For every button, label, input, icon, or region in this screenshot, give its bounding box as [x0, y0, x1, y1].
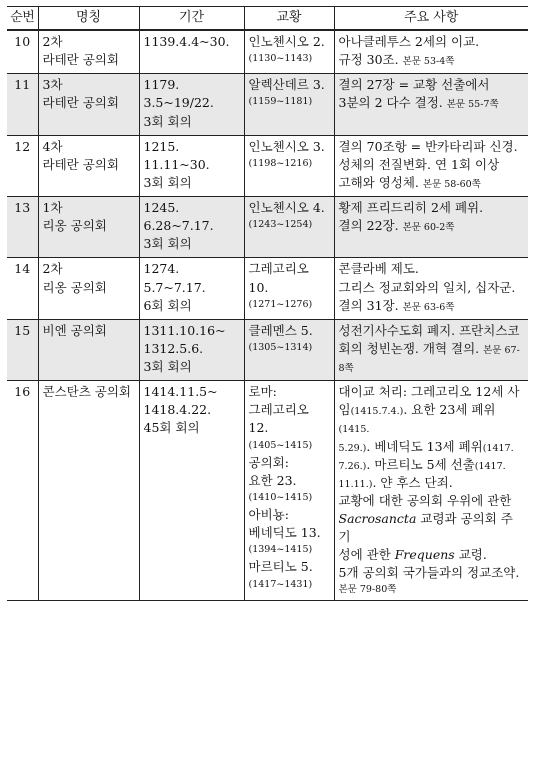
period-line: 45회 회의: [143, 420, 200, 436]
council-name: [38, 74, 139, 135]
item-line: 그리스 정교회와의 일치, 십자군.: [338, 279, 516, 295]
council-main-items: [334, 381, 528, 601]
pope-years: (1305~1314): [248, 341, 313, 353]
pope-name: 알렉산데르 3.: [248, 77, 325, 93]
item-date: 7.26.): [338, 460, 367, 472]
period-line: 1312.5.6.: [143, 340, 204, 356]
item-line: 결의 70조항 = 반카타리파 신경.: [338, 138, 518, 154]
table-row: [7, 30, 528, 74]
council-name: [38, 258, 139, 319]
header-number: 순번: [7, 7, 38, 31]
table-row: [7, 74, 528, 135]
item-line: 콘클라베 제도.: [338, 261, 419, 277]
item-line: [339, 217, 525, 235]
table-row: [7, 135, 528, 196]
item-date: 5.29.): [338, 442, 367, 454]
council-period: [139, 319, 244, 380]
council-pope: [244, 319, 334, 380]
row-number: 12: [7, 135, 38, 196]
header-period: 기간: [139, 7, 244, 31]
pope-martin-name: 마르티노 5.: [248, 559, 313, 575]
item-line: 결의 27장 = 교황 선출에서: [338, 77, 490, 93]
item-line: [339, 438, 525, 456]
council-main-items: [334, 135, 528, 196]
name-line: 2차: [42, 34, 63, 49]
item-date: (1415.: [338, 424, 370, 436]
period-line: 1418.4.22.: [143, 402, 212, 418]
item-text: 성에 관한: [338, 547, 395, 563]
page-reference: 본문 79-80쪽: [338, 583, 397, 595]
item-text: . 베네딕도 13세 폐위: [366, 438, 483, 454]
name-line: 라테란 공의회: [42, 52, 119, 68]
header-pope: 교황: [244, 7, 334, 31]
row-number: 10: [7, 30, 38, 74]
council-name: [38, 319, 139, 380]
table-row: [7, 197, 528, 258]
item-date: 11.11.): [338, 478, 373, 490]
header-main-items: 주요 사항: [334, 7, 528, 31]
council-main-items: [334, 197, 528, 258]
header-row: [7, 7, 528, 31]
pope-pisa-years: (1410~1415): [248, 491, 313, 503]
item-line: 대이교 처리: 그레고리오 12세 사: [338, 384, 520, 400]
table-row: [7, 258, 528, 319]
council-pope: [244, 135, 334, 196]
council-name: 콘스탄츠 공의회: [38, 381, 139, 601]
councils-table: [7, 6, 528, 601]
pope-rome-name: 그레고리오 12.: [248, 402, 309, 436]
name-line: 2차: [42, 261, 63, 277]
council-pope: [244, 30, 334, 74]
item-line: [339, 340, 525, 376]
item-line: 교황에 대한 공의회 우위에 관한: [338, 492, 512, 508]
pope-years: (1271~1276): [248, 298, 313, 310]
council-period: [139, 135, 244, 196]
item-text: 교령과 공의회 주기: [338, 511, 513, 545]
pope-martin-years: (1417~1431): [248, 578, 313, 590]
table-body: [7, 30, 528, 601]
name-line: 리옹 공의회: [42, 218, 107, 234]
period-line: 1215.: [143, 138, 180, 154]
pope-years: (1198~1216): [248, 157, 313, 169]
period-line: 11.11~30.: [143, 156, 210, 172]
item-text: . 마르티노 5세 선출: [366, 456, 475, 472]
row-number: 15: [7, 319, 38, 380]
period-line: 3회 회의: [143, 174, 192, 190]
pope-rome-years: (1405~1415): [248, 439, 313, 451]
period-line: 1245.: [143, 200, 180, 215]
item-line: 성전기사수도회 폐지. 프란치스코: [338, 322, 520, 338]
council-period: [139, 381, 244, 601]
item-line: 성체의 전질변화. 연 1회 이상: [338, 156, 500, 172]
council-name: [38, 30, 139, 74]
item-line: 아나클레투스 2세의 이교.: [338, 34, 480, 49]
item-line: [339, 456, 525, 474]
item-line: [339, 510, 525, 546]
council-name: [38, 135, 139, 196]
period-line: 1139.4.4~30.: [143, 34, 230, 49]
item-line: [339, 94, 525, 112]
row-number: 14: [7, 258, 38, 319]
item-line: [339, 174, 525, 192]
item-text: 회의 청빈논쟁. 개혁 결의.: [338, 340, 480, 356]
item-date: (1415.7.4.): [350, 406, 404, 418]
name-line: 라테란 공의회: [42, 156, 119, 172]
item-text: 결의 22장.: [338, 218, 399, 234]
item-line: 5개 공의회 국가들과의 정교조약.: [338, 565, 520, 581]
council-name: [38, 197, 139, 258]
name-line: 3차: [42, 77, 63, 93]
pope-pisa-label: 공의회:: [248, 454, 289, 470]
item-text: 고해와 영성체.: [338, 174, 419, 190]
period-line: 3회 회의: [143, 359, 192, 374]
page-reference: 본문 53-4쪽: [402, 56, 455, 68]
period-line: 1311.10.16~: [143, 322, 226, 338]
item-line: [339, 297, 525, 315]
council-period: [139, 74, 244, 135]
pope-years: (1159~1181): [248, 96, 313, 108]
item-text: 3분의 2 다수 결정.: [338, 95, 443, 111]
item-text: . 얀 후스 단죄.: [372, 474, 453, 490]
council-pope: [244, 381, 334, 601]
period-line: 5.7~7.17.: [143, 279, 206, 295]
council-main-items: [334, 74, 528, 135]
item-text: 교령.: [454, 547, 487, 563]
item-latin-term: Frequens: [394, 547, 455, 563]
period-line: 3.5~19/22.: [143, 95, 214, 111]
item-text: 규정 30조.: [338, 52, 399, 68]
pope-avignon-label: 아비뇽:: [248, 507, 289, 523]
name-line: 라테란 공의회: [42, 95, 119, 111]
council-pope: [244, 258, 334, 319]
item-date: (1417.: [482, 442, 514, 454]
item-text: 결의 31장.: [338, 297, 399, 313]
council-pope: [244, 197, 334, 258]
table-row: [7, 381, 528, 601]
page-reference: 본문 67-8쪽: [338, 344, 520, 374]
row-number: 16: [7, 381, 38, 601]
period-line: 1179.: [143, 77, 180, 93]
pope-name: 그레고리오 10.: [248, 261, 309, 295]
council-period: [139, 258, 244, 319]
row-number: 13: [7, 197, 38, 258]
item-line: 황제 프리드리히 2세 폐위.: [338, 200, 484, 215]
pope-name: 인노첸시오 3.: [248, 138, 325, 154]
period-line: 1414.11.5~: [143, 384, 218, 400]
pope-avignon-years: (1394~1415): [248, 544, 313, 556]
pope-name: 인노첸시오 2.: [248, 34, 325, 49]
item-text: . 요한 23세 폐위: [403, 402, 496, 418]
item-line: [339, 401, 525, 437]
name-line: 1차: [42, 200, 63, 215]
pope-years: (1130~1143): [248, 53, 313, 65]
name-line: 리옹 공의회: [42, 279, 107, 295]
page-reference: 본문 60-2쪽: [402, 222, 455, 234]
pope-pisa-name: 요한 23.: [248, 472, 297, 488]
row-number: 11: [7, 74, 38, 135]
council-period: [139, 197, 244, 258]
item-date: (1417.: [474, 460, 506, 472]
pope-rome-label: 로마:: [248, 384, 277, 400]
item-text: 임: [338, 402, 351, 418]
period-line: 1274.: [143, 261, 180, 277]
table-header: [7, 7, 528, 31]
period-line: 6.28~7.17.: [143, 218, 214, 234]
item-line: [339, 51, 525, 69]
period-line: 6회 회의: [143, 297, 192, 313]
pope-years: (1243~1254): [248, 219, 313, 231]
pope-name: 클레멘스 5.: [248, 322, 313, 338]
council-pope: [244, 74, 334, 135]
header-name: 명칭: [38, 7, 139, 31]
name-line: 비엔 공의회: [42, 322, 107, 338]
name-line: 4차: [42, 138, 63, 154]
page-reference: 본문 58-60쪽: [422, 178, 481, 190]
page-reference: 본문 63-6쪽: [402, 301, 455, 313]
pope-name: 인노첸시오 4.: [248, 200, 325, 215]
council-period: [139, 30, 244, 74]
table-row: [7, 319, 528, 380]
pope-avignon-name: 베네딕도 13.: [248, 525, 321, 541]
period-line: 3회 회의: [143, 236, 192, 252]
council-main-items: [334, 30, 528, 74]
item-line: [339, 546, 525, 564]
item-latin-term: Sacrosancta: [338, 511, 417, 526]
council-main-items: [334, 258, 528, 319]
period-line: 3회 회의: [143, 113, 192, 129]
item-line: [339, 474, 525, 492]
page-reference: 본문 55-7쪽: [446, 99, 499, 111]
council-main-items: [334, 319, 528, 380]
